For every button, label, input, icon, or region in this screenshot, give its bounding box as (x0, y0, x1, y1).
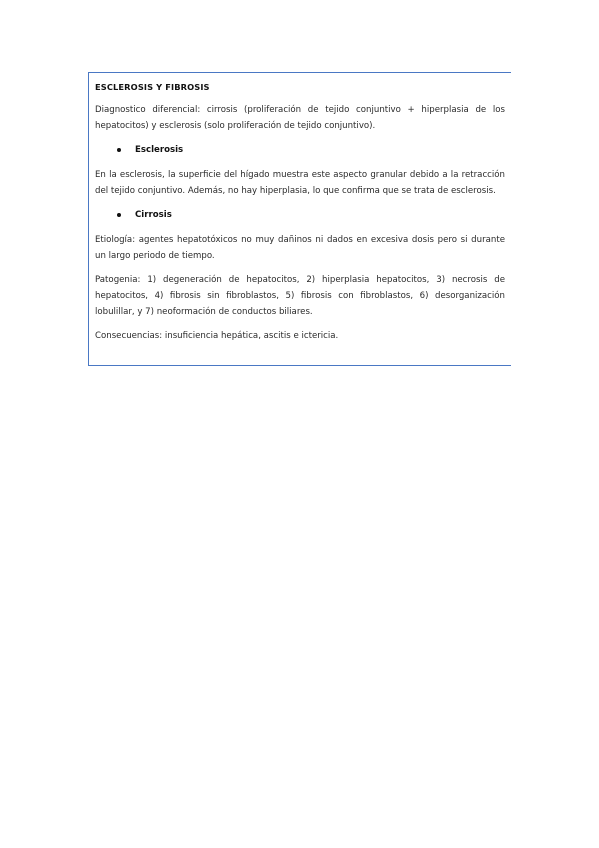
esclerosis-paragraph: En la esclerosis, la superficie del hígado muestra este aspecto granular debido a la retracción del tejido conjuntivo. Además, no hay hiperplasia, lo que confirma que se trata de esclerosis. (95, 170, 505, 196)
section-title: ESCLEROSIS Y FIBROSIS (95, 82, 210, 92)
intro-paragraph: Diagnostico diferencial: cirrosis (proliferación de tejido conjuntivo + hiperplasia de los hepatocitos) y esclerosis (solo proliferación de tejido conjuntivo). (95, 105, 505, 131)
bullet-dot-icon (117, 148, 121, 152)
bullet-dot-icon (117, 213, 121, 217)
consecuencias-paragraph: Consecuencias: insuficiencia hepática, ascitis e ictericia. (95, 331, 339, 341)
patogenia-paragraph: Patogenia: 1) degeneración de hepatocitos, 2) hiperplasia hepatocitos, 3) necrosis de hepatocitos, 4) fibrosis sin fibroblastos, 5) fibrosis con fibroblastos, 6) desorganización lobulillar, y 7) neoformación de conductos biliares. (95, 275, 505, 317)
bullet-esclerosis (117, 142, 505, 158)
content-box (88, 72, 511, 366)
etiologia-paragraph: Etiología: agentes hepatotóxicos no muy dañinos ni dados en excesiva dosis pero si durante un largo periodo de tiempo. (95, 235, 505, 261)
bullet-cirrosis (117, 207, 505, 223)
cirrosis-heading: Cirrosis (135, 210, 172, 220)
esclerosis-heading: Esclerosis (135, 145, 184, 155)
